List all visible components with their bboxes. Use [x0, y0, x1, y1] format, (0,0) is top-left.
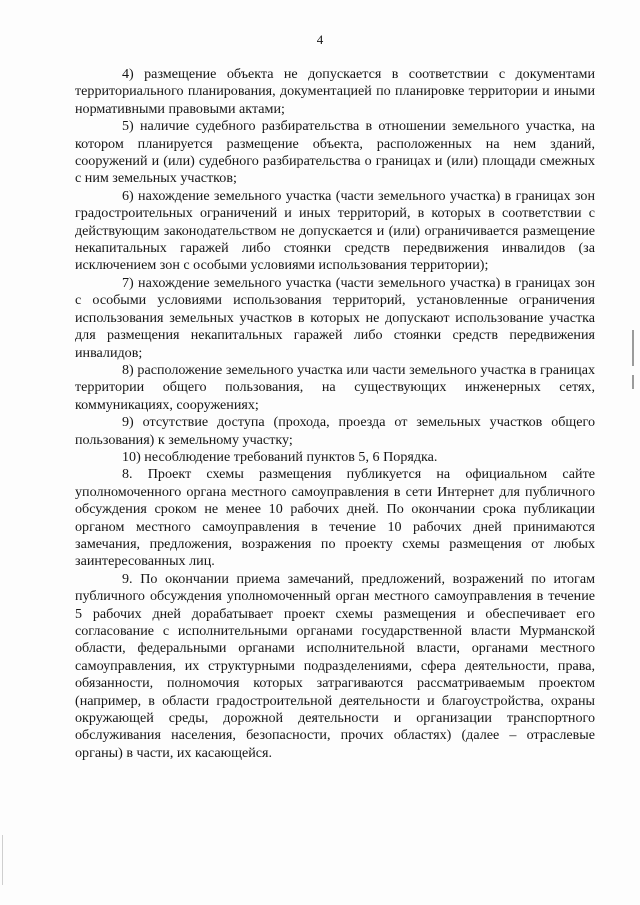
list-item-9: 9) отсутствие доступа (прохода, проезда от земельных участков общего пользования) к земельному участку; [75, 414, 595, 448]
document-body [75, 66, 595, 762]
scan-artifact-mark [632, 330, 634, 366]
list-item-6: 6) нахождение земельного участка (части земельного участка) в границах зон градостроительных ограничений и иных территорий, в которых в соответствии с действующим законодательством не допускается и (или) ограничивается размещение некапитальных гаражей либо стоянки средств передвижения инвалидов (за исключением зон с особыми условиями использования территории); [75, 187, 595, 274]
page-number: 4 [316, 32, 324, 47]
list-item-10: 10) несоблюдение требований пунктов 5, 6 Порядка. [122, 448, 438, 465]
scan-artifact-mark [632, 375, 634, 389]
clause-9: 9. По окончании приема замечаний, предложений, возражений по итогам публичного обсуждения уполномоченный орган местного самоуправления в течение 5 рабочих дней дорабатывает проект схемы размещения и обеспечивает его согласование с исполнительными органами государственной власти Мурманской области, федеральными органами исполнительной власти, органами местного самоуправления, их структурными подразделениями, сфера деятельности, права, обязанности, полномочия которых затрагиваются рассматриваемым проектом (например, в области градостроительной деятельности и благоустройства, охраны окружающей среды, дорожной деятельности и организации транспортного обслуживания населения, безопасности, прочих областях) (далее – отраслевые органы) в части, их касающейся. [75, 570, 595, 761]
list-item-7: 7) нахождение земельного участка (части земельного участка) в границах зон с особыми условиями использования территорий, установленные ограничения использования земельных участков в которых не допускают использование участка для размещения некапитальных гаражей либо стоянки средств передвижения инвалидов; [75, 274, 595, 361]
clause-8: 8. Проект схемы размещения публикуется на официальном сайте уполномоченного органа местного самоуправления в сети Интернет для публичного обсуждения сроком не менее 10 рабочих дней. По окончании срока публикации органом местного самоуправления в течение 10 рабочих дней принимаются замечания, предложения, возражения по проекту схемы размещения от любых заинтересованных лиц. [75, 466, 595, 570]
list-item-5: 5) наличие судебного разбирательства в отношении земельного участка, на котором планируется размещение объекта, расположенных на нем зданий, сооружений и (или) судебного разбирательства о границах и (или) площади смежных с ним земельных участков; [75, 118, 595, 187]
scan-edge-artifact [2, 835, 3, 885]
list-item-4: 4) размещение объекта не допускается в соответствии с документами территориального планирования, документацией по планировке территории и иными нормативными правовыми актами; [75, 66, 595, 117]
list-item-8: 8) расположение земельного участка или части земельного участка в границах территории общего пользования, на существующих инженерных сетях, коммуникациях, сооружениях; [75, 361, 595, 413]
